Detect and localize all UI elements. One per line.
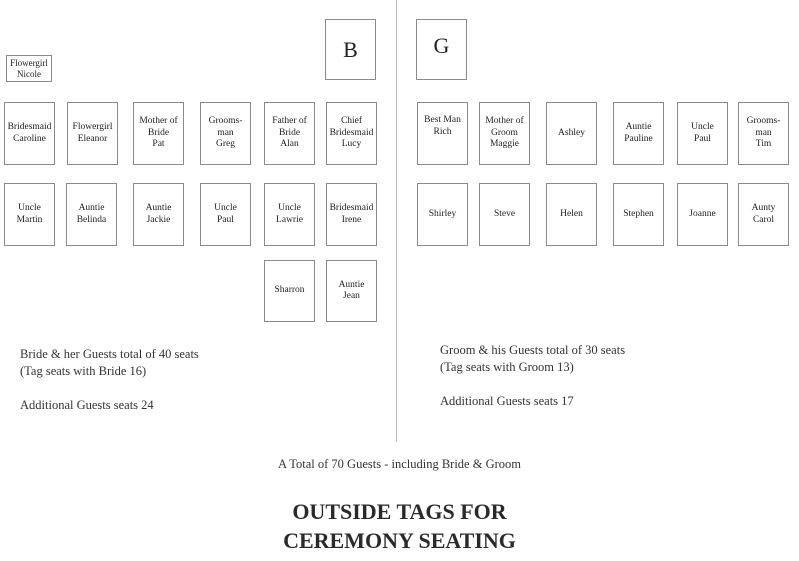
tag-stephen[interactable]: Stephen (613, 183, 664, 246)
tag-bridesmaid-caroline[interactable]: Bridesmaid Caroline (4, 102, 55, 165)
tag-shirley[interactable]: Shirley (417, 183, 468, 246)
tag-ashley[interactable]: Ashley (546, 102, 597, 165)
tag-joanne[interactable]: Joanne (677, 183, 728, 246)
bride-marker: B (325, 19, 376, 80)
tag-bridesmaid-irene[interactable]: Bridesmaid Irene (326, 183, 377, 246)
tag-father-of-bride-alan[interactable]: Father of Bride Alan (264, 102, 315, 165)
tag-best-man-rich[interactable]: Best Man Rich (417, 102, 468, 165)
tag-auntie-jean[interactable]: Auntie Jean (326, 260, 377, 322)
tag-aunty-carol[interactable]: Aunty Carol (738, 183, 789, 246)
tag-uncle-paul-groom[interactable]: Uncle Paul (677, 102, 728, 165)
tag-mother-of-bride-pat[interactable]: Mother of Bride Pat (133, 102, 184, 165)
groom-additional: Additional Guests seats 17 (440, 394, 574, 408)
page-title (0, 497, 799, 555)
tag-sharron[interactable]: Sharron (264, 260, 315, 322)
tag-steve[interactable]: Steve (479, 183, 530, 246)
groom-summary (440, 342, 625, 375)
tag-flowergirl-nicole[interactable]: Flowergirl Nicole (6, 55, 52, 82)
tag-groomsman-greg[interactable]: Grooms- man Greg (200, 102, 251, 165)
tag-mother-of-groom-maggie[interactable]: Mother of Groom Maggie (479, 102, 530, 165)
bride-summary (20, 346, 199, 379)
aisle-divider (396, 0, 397, 442)
tag-helen[interactable]: Helen (546, 183, 597, 246)
tag-auntie-belinda[interactable]: Auntie Belinda (66, 183, 117, 246)
groom-marker: G (416, 19, 467, 80)
tag-flowergirl-eleanor[interactable]: Flowergirl Eleanor (67, 102, 118, 165)
tag-auntie-jackie[interactable]: Auntie Jackie (133, 183, 184, 246)
bride-summary-line1: Bride & her Guests total of 40 seats (20, 347, 199, 361)
tag-uncle-paul-bride[interactable]: Uncle Paul (200, 183, 251, 246)
page-title-line2: CEREMONY SEATING (283, 528, 516, 553)
tag-uncle-lawrie[interactable]: Uncle Lawrie (264, 183, 315, 246)
tag-uncle-martin[interactable]: Uncle Martin (4, 183, 55, 246)
groom-summary-line1: Groom & his Guests total of 30 seats (440, 343, 626, 357)
tag-chief-bridesmaid-lucy[interactable]: Chief Bridesmaid Lucy (326, 102, 377, 165)
tag-auntie-pauline[interactable]: Auntie Pauline (613, 102, 664, 165)
tag-groomsman-tim[interactable]: Grooms- man Tim (738, 102, 789, 165)
groom-summary-line2: (Tag seats with Groom 13) (440, 359, 574, 374)
total-guests: A Total of 70 Guests - including Bride & Groom (278, 457, 521, 471)
page-title-line1: OUTSIDE TAGS FOR (292, 499, 507, 524)
bride-summary-line2: (Tag seats with Bride 16) (20, 363, 147, 378)
bride-additional: Additional Guests seats 24 (20, 398, 154, 412)
